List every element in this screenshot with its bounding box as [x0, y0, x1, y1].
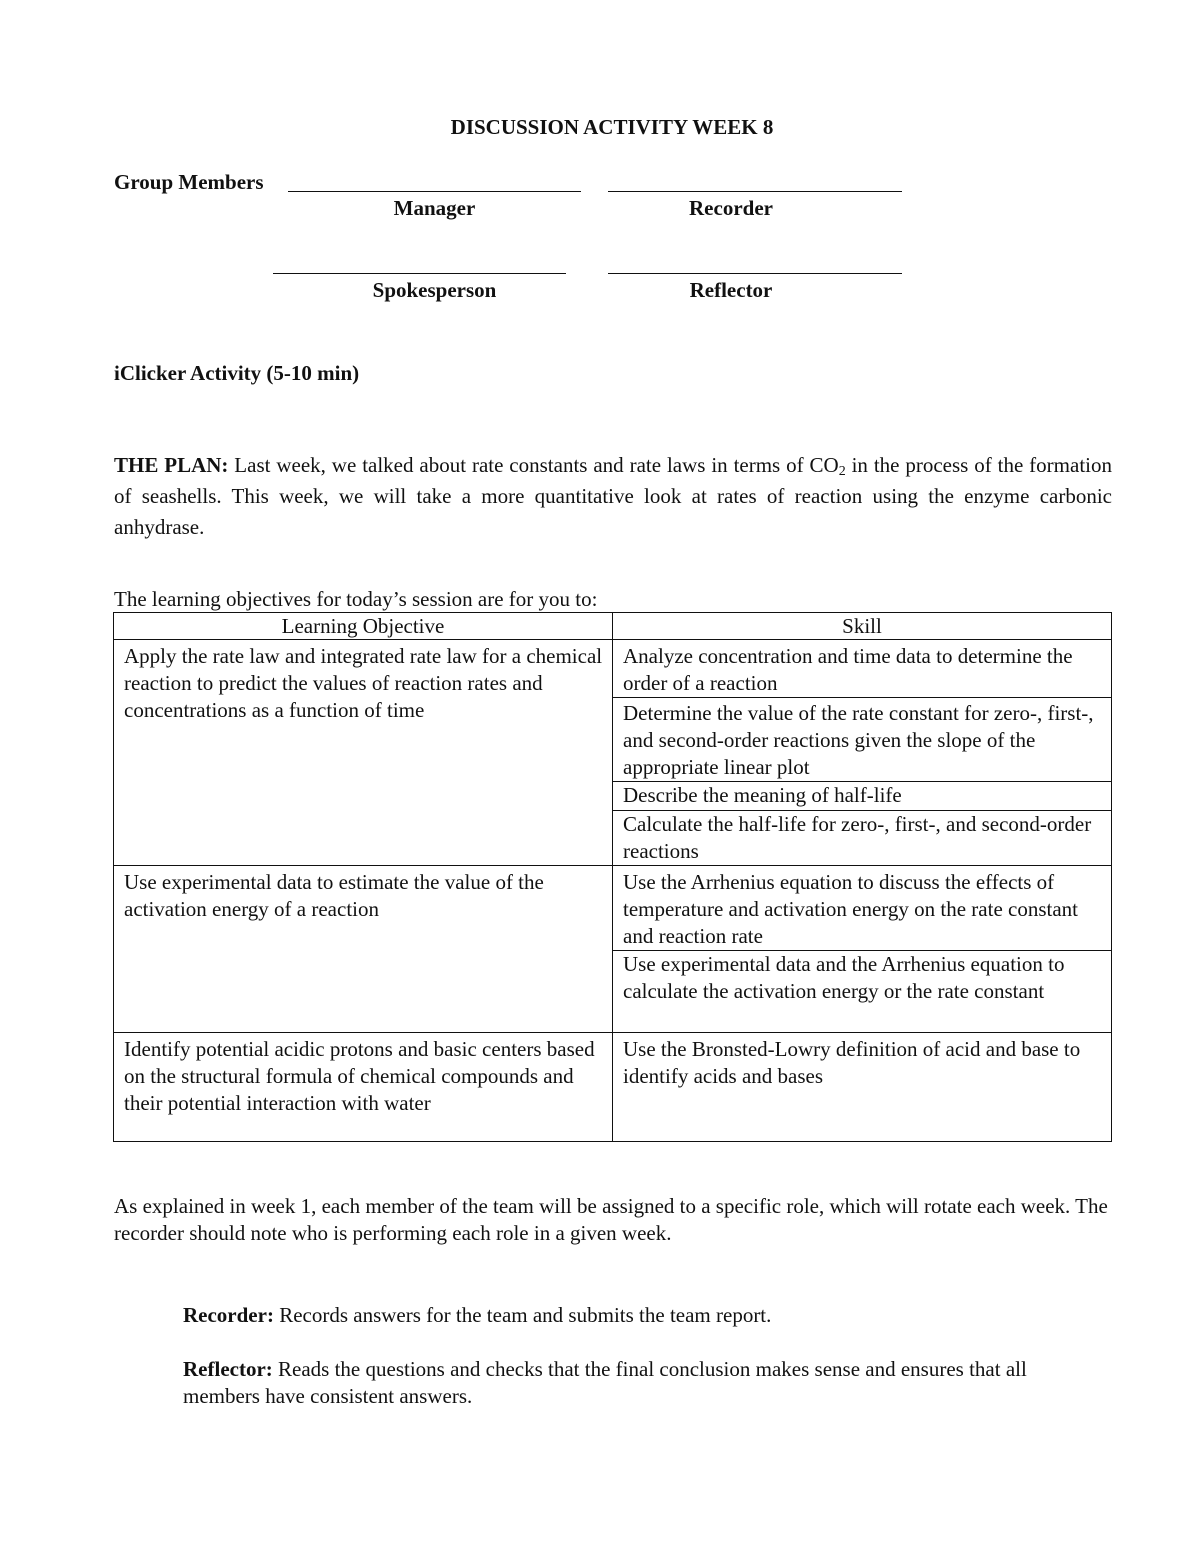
manager-signature-line[interactable] — [288, 191, 581, 192]
plan-text-a: Last week, we talked about rate constants and rate laws in terms of CO — [228, 453, 839, 477]
plan-paragraph — [114, 450, 1112, 543]
table-row — [114, 1033, 1112, 1142]
recorder-description — [183, 1302, 1108, 1329]
header-learning-objective: Learning Objective — [114, 613, 613, 640]
skill-cell: Analyze concentration and time data to determine the order of a reaction — [613, 640, 1112, 698]
iclicker-heading: iClicker Activity (5-10 min) — [114, 361, 360, 385]
plan-text-b: in the process of the formation of seashells. This week, we will take a more quantitative look at rates of reaction using the enzyme carbonic anhydrase. — [114, 453, 1112, 539]
reflector-role-label: Reflector — [689, 278, 773, 302]
skill-cell: Calculate the half-life for zero-, first-, and second-order reactions — [613, 811, 1112, 866]
skill-cell: Use the Arrhenius equation to discuss the effects of temperature and activation energy on the rate constant and reaction rate — [613, 866, 1112, 951]
recorder-label: Recorder: — [183, 1303, 274, 1327]
objectives-table — [113, 612, 1112, 1142]
spokesperson-signature-line[interactable] — [273, 273, 566, 274]
objective-cell: Use experimental data to estimate the value of the activation energy of a reaction — [114, 866, 613, 1033]
table-row — [114, 866, 1112, 951]
plan-label: THE PLAN: — [114, 453, 229, 477]
roles-explanation: As explained in week 1, each member of the team will be assigned to a specific role, which will rotate each week. The recorder should note who is performing each role in a given week. — [114, 1194, 1108, 1245]
plan-subscript: 2 — [838, 464, 846, 479]
recorder-text: Records answers for the team and submits the team report. — [273, 1303, 772, 1327]
objectives-intro: The learning objectives for today’s session are for you to: — [114, 587, 598, 611]
page-title: DISCUSSION ACTIVITY WEEK 8 — [450, 115, 774, 139]
reflector-description — [183, 1356, 1108, 1410]
header-skill: Skill — [613, 613, 1112, 640]
table-row — [114, 640, 1112, 698]
skill-cell: Use the Bronsted-Lowry definition of acid and base to identify acids and bases — [613, 1033, 1112, 1142]
skill-cell: Describe the meaning of half-life — [613, 782, 1112, 811]
reflector-label: Reflector: — [183, 1357, 273, 1381]
skill-cell: Determine the value of the rate constant for zero-, first-, and second-order reactions given the slope of the appropriate linear plot — [613, 698, 1112, 782]
spokesperson-role-label: Spokesperson — [372, 278, 497, 302]
reflector-signature-line[interactable] — [608, 273, 902, 274]
skill-cell: Use experimental data and the Arrhenius equation to calculate the activation energy or the rate constant — [613, 951, 1112, 1033]
objective-cell: Identify potential acidic protons and basic centers based on the structural formula of chemical compounds and their potential interaction with water — [114, 1033, 613, 1142]
table-header-row — [114, 613, 1112, 640]
recorder-signature-line[interactable] — [608, 191, 902, 192]
recorder-role-label: Recorder — [689, 196, 773, 220]
reflector-text: Reads the questions and checks that the final conclusion makes sense and ensures that all members have consistent answers. — [183, 1357, 1027, 1408]
manager-role-label: Manager — [393, 196, 476, 220]
group-members-label: Group Members — [114, 170, 264, 194]
objective-cell: Apply the rate law and integrated rate law for a chemical reaction to predict the values of reaction rates and concentrations as a function of time — [114, 640, 613, 866]
